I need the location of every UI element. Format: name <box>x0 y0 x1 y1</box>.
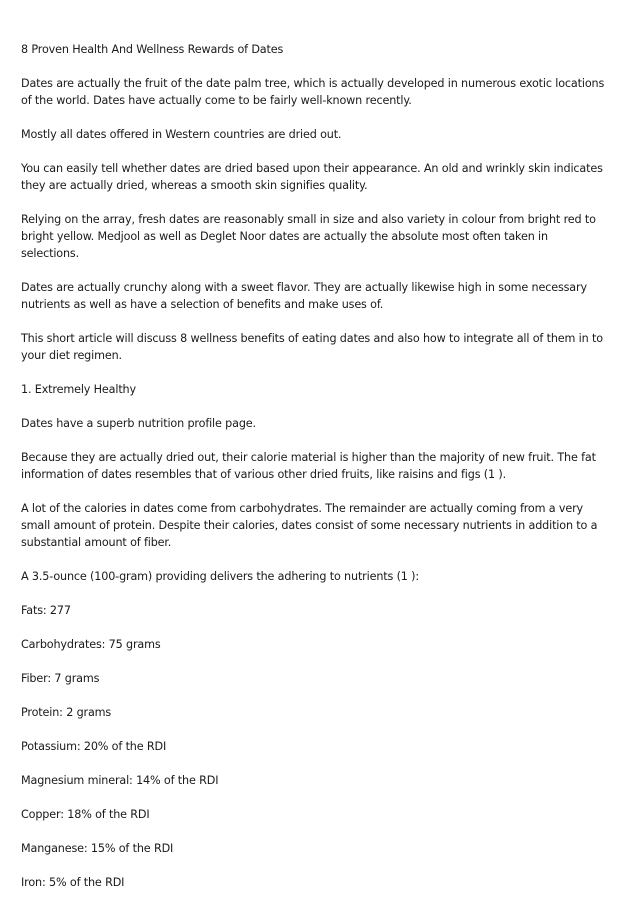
paragraph-dried: Mostly all dates offered in Western countries are dried out. <box>21 128 342 141</box>
paragraph-calories: Because they are actually dried out, their calorie material is higher than the majority of new fruit. The fat information of dates resembles that of various other dried fruits, like raisins and figs (1 ). <box>21 451 596 481</box>
list-item: Copper: 18% of the RDI <box>21 808 150 821</box>
list-item: Iron: 5% of the RDI <box>21 876 125 889</box>
paragraph-article-scope: This short article will discuss 8 wellness benefits of eating dates and also how to integrate all of them in to your diet regimen. <box>21 332 603 362</box>
paragraph-varieties: Relying on the array, fresh dates are reasonably small in size and also variety in colour from bright red to bright yellow. Medjool as well as Deglet Noor dates are actually the absolute most often taken in selections. <box>21 213 596 260</box>
paragraph-flavor: Dates are actually crunchy along with a sweet flavor. They are actually likewise high in some necessary nutrients as well as have a selection of benefits and make uses of. <box>21 281 587 311</box>
section-heading: 1. Extremely Healthy <box>21 383 136 396</box>
paragraph-carbohydrates: A lot of the calories in dates come from carbohydrates. The remainder are actually coming from a very small amount of protein. Despite their calories, dates consist of some necessary nutrients in addition to a substantial amount of fiber. <box>21 502 598 549</box>
list-item: Manganese: 15% of the RDI <box>21 842 174 855</box>
paragraph-nutrition-profile: Dates have a superb nutrition profile page. <box>21 417 256 430</box>
nutrient-list <box>21 602 608 891</box>
paragraph-intro: Dates are actually the fruit of the date palm tree, which is actually developed in numerous exotic locations of the world. Dates have actually come to be fairly well-known recently. <box>21 77 605 107</box>
list-item: Carbohydrates: 75 grams <box>21 638 161 651</box>
document-title: 8 Proven Health And Wellness Rewards of Dates <box>21 43 284 56</box>
list-item: Fiber: 7 grams <box>21 672 100 685</box>
list-item: Protein: 2 grams <box>21 706 112 719</box>
paragraph-appearance: You can easily tell whether dates are dried based upon their appearance. An old and wrinkly skin indicates they are actually dried, whereas a smooth skin signifies quality. <box>21 162 603 192</box>
paragraph-serving: A 3.5-ounce (100-gram) providing delivers the adhering to nutrients (1 ): <box>21 570 420 583</box>
list-item: Magnesium mineral: 14% of the RDI <box>21 774 219 787</box>
list-item: Fats: 277 <box>21 604 71 617</box>
list-item: Potassium: 20% of the RDI <box>21 740 167 753</box>
